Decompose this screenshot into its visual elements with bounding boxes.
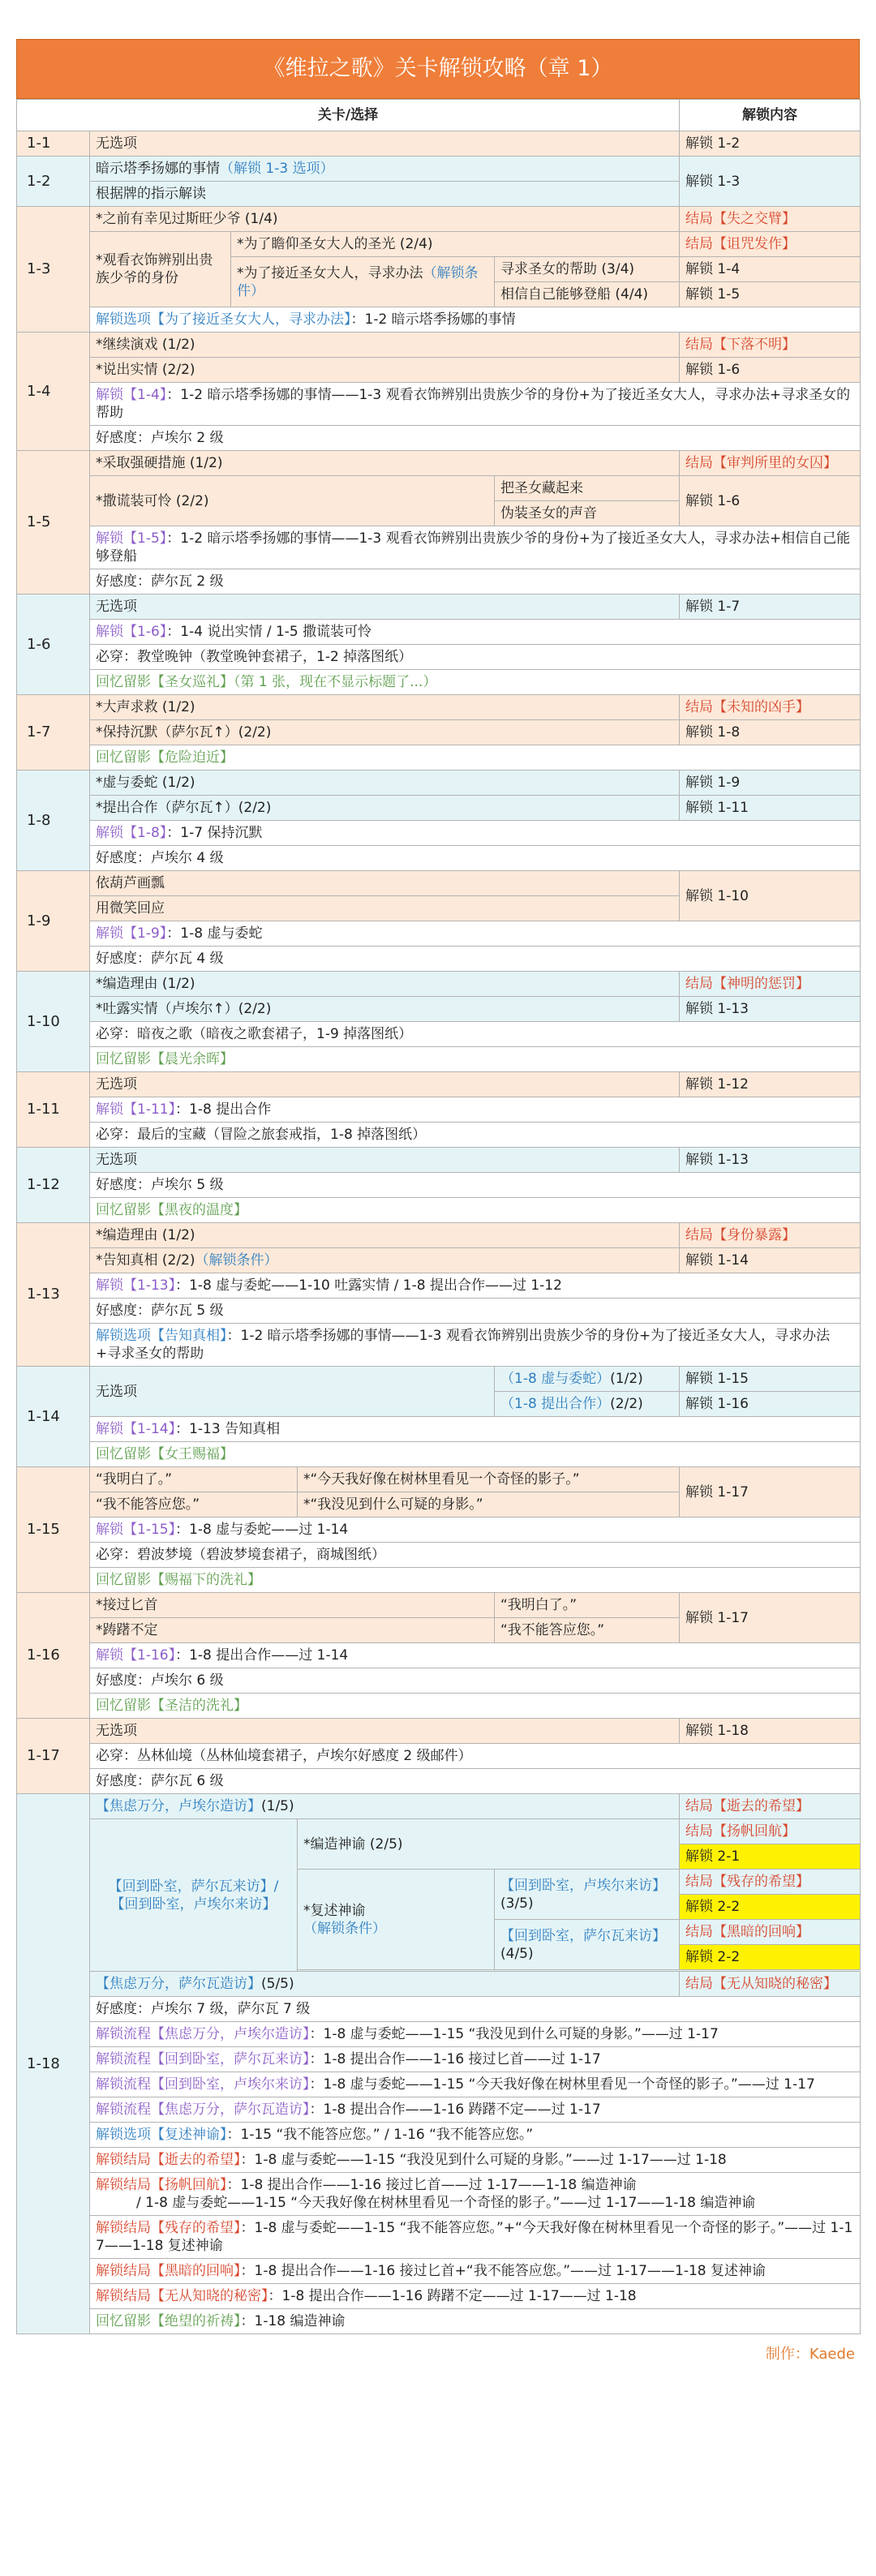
- memory-text: 回忆留影【晨光余晖】: [90, 1047, 861, 1072]
- level-id: 1-12: [17, 1148, 90, 1223]
- favor-text: 好感度：萨尔瓦 4 级: [90, 947, 861, 972]
- unlock-text: 解锁 1-13: [680, 997, 861, 1022]
- option-text: 【回到卧室，卢埃尔来访】(3/5): [495, 1870, 680, 1920]
- option-text: 【焦虑万分，萨尔瓦造访】(5/5): [90, 1972, 680, 1997]
- memory-text: 回忆留影【危险迫近】: [90, 745, 861, 771]
- unlock-text: 解锁 1-9: [680, 771, 861, 796]
- memory-text: 回忆留影【圣女巡礼】（第 1 张，现在不显示标题了...）: [90, 670, 861, 695]
- ending-text: 结局【无从知晓的秘密】: [680, 1972, 861, 1997]
- level-id: 1-11: [17, 1072, 90, 1148]
- note-text: 解锁【1-13】：1-8 虚与委蛇——1-10 吐露实情 / 1-8 提出合作——过 1-12: [90, 1273, 861, 1299]
- option-text: *编造神谕 (2/5): [298, 1819, 680, 1870]
- note-text: 解锁选项【为了接近圣女大人，寻求办法】：1-2 暗示塔季扬娜的事情: [90, 307, 861, 333]
- option-text: *告知真相 (2/2)（解锁条件）: [90, 1248, 680, 1273]
- option-text: 相信自己能够登船 (4/4): [495, 282, 680, 307]
- level-1-14: [17, 1367, 861, 1392]
- option-text: 无选项: [90, 1072, 680, 1097]
- option-text: *观看衣饰辨别出贵族少爷的身份: [90, 232, 231, 307]
- option-text: 无选项: [90, 595, 680, 620]
- note-text: 解锁流程【焦虑万分，萨尔瓦造访】：1-8 提出合作——1-16 踌躇不定——过 1-17: [90, 2097, 861, 2123]
- note-text: 解锁结局【逝去的希望】：1-8 虚与委蛇——1-15 “我没见到什么可疑的身影。”——过 1-17——过 1-18: [90, 2148, 861, 2173]
- note-text: 解锁【1-16】：1-8 提出合作——过 1-14: [90, 1643, 861, 1668]
- note-text: 解锁【1-14】：1-13 告知真相: [90, 1417, 861, 1442]
- option-text: *踌躇不定: [90, 1618, 495, 1643]
- level-1-3: [17, 207, 861, 232]
- level-1-9: [17, 871, 861, 896]
- option-text: *吐露实情（卢埃尔↑）(2/2): [90, 997, 680, 1022]
- note-text: 解锁【1-11】：1-8 提出合作: [90, 1097, 861, 1123]
- option-text: *为了接近圣女大人，寻求办法（解锁条件）: [231, 257, 495, 307]
- unlock-text: 解锁 1-2: [680, 131, 861, 157]
- level-1-15: [17, 1467, 861, 1492]
- unlock-text: 解锁 1-5: [680, 282, 861, 307]
- memory-text: 回忆留影【女王赐福】: [90, 1442, 861, 1467]
- level-1-5: [17, 451, 861, 476]
- must-wear-text: 必穿：碧波梦境（碧波梦境套裙子，商城图纸）: [90, 1543, 861, 1568]
- unlock-text: 解锁 1-17: [680, 1467, 861, 1518]
- ending-text: 结局【神明的惩罚】: [680, 972, 861, 997]
- ending-text: 结局【下落不明】: [680, 333, 861, 358]
- note-text: 解锁【1-6】：1-4 说出实情 / 1-5 撒谎装可怜: [90, 620, 861, 645]
- note-text: 解锁【1-4】：1-2 暗示塔季扬娜的事情——1-3 观看衣饰辨别出贵族少爷的身份+为了接近圣女大人，寻求办法+寻求圣女的帮助: [90, 383, 861, 426]
- option-text: *编造理由 (1/2): [90, 1223, 680, 1248]
- note-text: 解锁【1-9】：1-8 虚与委蛇: [90, 921, 861, 947]
- col-unlock-header: 解锁内容: [680, 100, 861, 131]
- level-id: 1-17: [17, 1719, 90, 1794]
- memory-text: 回忆留影【圣洁的洗礼】: [90, 1694, 861, 1719]
- option-text: 无选项: [90, 1367, 495, 1417]
- header-row: [17, 100, 861, 131]
- memory-text: 回忆留影【黑夜的温度】: [90, 1198, 861, 1223]
- note-text: 解锁选项【告知真相】：1-2 暗示塔季扬娜的事情——1-3 观看衣饰辨别出贵族少爷的身份+为了接近圣女大人，寻求办法+寻求圣女的帮助: [90, 1324, 861, 1367]
- level-id: 1-10: [17, 972, 90, 1072]
- level-id: 1-1: [17, 131, 90, 157]
- favor-text: 好感度：卢埃尔 4 级: [90, 846, 861, 871]
- level-id: 1-16: [17, 1593, 90, 1719]
- level-1-8: [17, 771, 861, 796]
- option-text: 【焦虑万分，卢埃尔造访】(1/5): [90, 1794, 680, 1819]
- favor-text: 好感度：卢埃尔 7 级，萨尔瓦 7 级: [90, 1997, 861, 2022]
- option-text: *复述神谕 （解锁条件）: [298, 1870, 495, 1970]
- option-text: 无选项: [90, 1719, 680, 1744]
- note-text: 解锁【1-8】：1-7 保持沉默: [90, 821, 861, 846]
- favor-text: 好感度：卢埃尔 6 级: [90, 1668, 861, 1694]
- option-text: （1-8 提出合作）(2/2): [495, 1392, 680, 1417]
- level-1-16: [17, 1593, 861, 1618]
- level-1-10: [17, 972, 861, 997]
- guide-table: [16, 99, 861, 2334]
- level-1-11: [17, 1072, 861, 1097]
- unlock-text: 解锁 1-16: [680, 1392, 861, 1417]
- must-wear-text: 必穿：最后的宝藏（冒险之旅套戒指，1-8 掉落图纸）: [90, 1123, 861, 1148]
- ending-text: 结局【扬帆回航】: [680, 1819, 861, 1844]
- level-id: 1-15: [17, 1467, 90, 1593]
- unlock-text: 解锁 1-3: [680, 157, 861, 207]
- level-1-18: [17, 1794, 861, 1819]
- favor-text: 好感度：萨尔瓦 6 级: [90, 1769, 861, 1794]
- unlock-text: 解锁 1-14: [680, 1248, 861, 1273]
- unlock-text: 解锁 1-13: [680, 1148, 861, 1173]
- unlock-text: 解锁 1-18: [680, 1719, 861, 1744]
- option-text: *“今天我好像在树林里看见一个奇怪的影子。”: [298, 1467, 680, 1492]
- unlock-text: 解锁 1-4: [680, 257, 861, 282]
- level-id: 1-3: [17, 207, 90, 333]
- ending-text: 结局【残存的希望】: [680, 1870, 861, 1895]
- level-id: 1-18: [17, 1794, 90, 2334]
- option-text: *为了瞻仰圣女大人的圣光 (2/4): [231, 232, 680, 257]
- ending-text: 结局【诅咒发作】: [680, 232, 861, 257]
- option-text: *说出实情 (2/2): [90, 358, 680, 383]
- option-text: 暗示塔季扬娜的事情（解锁 1-3 选项）: [90, 157, 680, 182]
- note-text: 解锁选项【复述神谕】：1-15 “我不能答应您。” / 1-16 “我不能答应您。”: [90, 2123, 861, 2148]
- note-text: 解锁流程【焦虑万分，卢埃尔造访】：1-8 虚与委蛇——1-15 “我没见到什么可疑的身影。”——过 1-17: [90, 2022, 861, 2047]
- must-wear-text: 必穿：教堂晚钟（教堂晚钟套裙子，1-2 掉落图纸）: [90, 645, 861, 670]
- option-text: *虚与委蛇 (1/2): [90, 771, 680, 796]
- option-text: “我不能答应您。”: [90, 1492, 298, 1518]
- note-text: 解锁【1-5】：1-2 暗示塔季扬娜的事情——1-3 观看衣饰辨别出贵族少爷的身份+为了接近圣女大人，寻求办法+相信自己能够登船: [90, 526, 861, 569]
- favor-text: 好感度：卢埃尔 5 级: [90, 1173, 861, 1198]
- note-text: 解锁结局【残存的希望】：1-8 虚与委蛇——1-15 “我不能答应您。”+“今天我好像在树林里看见一个奇怪的影子。”——过 1-17——1-18 复述神谕: [90, 2216, 861, 2259]
- unlock-text: 解锁 1-12: [680, 1072, 861, 1097]
- option-text: “我明白了。”: [495, 1593, 680, 1618]
- option-text: 用微笑回应: [90, 896, 680, 921]
- option-text: *之前有幸见过斯旺少爷 (1/4): [90, 207, 680, 232]
- option-text: 无选项: [90, 131, 680, 157]
- must-wear-text: 必穿：丛林仙境（丛林仙境套裙子，卢埃尔好感度 2 级邮件）: [90, 1744, 861, 1769]
- ending-text: 结局【黑暗的回响】: [680, 1920, 861, 1945]
- col-level-header: 关卡/选择: [17, 100, 680, 131]
- level-id: 1-4: [17, 333, 90, 451]
- option-text: 根据牌的指示解读: [90, 182, 680, 207]
- page-title: 《维拉之歌》关卡解锁攻略（章 1）: [16, 39, 860, 99]
- option-text: *保持沉默（萨尔瓦↑）(2/2): [90, 720, 680, 745]
- option-text: 把圣女藏起来: [495, 476, 680, 501]
- unlock-text: 解锁 1-11: [680, 796, 861, 821]
- memory-text: 回忆留影【绝望的祈祷】：1-18 编造神谕: [90, 2309, 861, 2334]
- favor-text: 好感度：萨尔瓦 2 级: [90, 569, 861, 595]
- option-text: 无选项: [90, 1148, 680, 1173]
- option-text: *采取强硬措施 (1/2): [90, 451, 680, 476]
- note-text: 解锁结局【扬帆回航】：1-8 提出合作——1-16 接过匕首——过 1-17——1-18 编造神谕 / 1-8 虚与委蛇——1-15 “今天我好像在树林里看见一个奇怪的影子。”——过 1-17——1-18 编造神谕: [90, 2173, 861, 2216]
- level-1-2: [17, 157, 861, 182]
- option-text: *继续演戏 (1/2): [90, 333, 680, 358]
- ending-text: 结局【身份暴露】: [680, 1223, 861, 1248]
- level-id: 1-8: [17, 771, 90, 871]
- option-text: *撒谎装可怜 (2/2): [90, 476, 495, 526]
- unlock-text: 解锁 2-1: [680, 1844, 861, 1870]
- level-id: 1-6: [17, 595, 90, 695]
- ending-text: 结局【未知的凶手】: [680, 695, 861, 720]
- note-text: 解锁【1-15】：1-8 虚与委蛇——过 1-14: [90, 1518, 861, 1543]
- level-id: 1-14: [17, 1367, 90, 1467]
- ending-text: 结局【失之交臂】: [680, 207, 861, 232]
- unlock-text: 解锁 1-10: [680, 871, 861, 921]
- unlock-text: 解锁 2-2: [680, 1895, 861, 1920]
- level-1-4: [17, 333, 861, 358]
- note-text: 解锁流程【回到卧室，卢埃尔来访】：1-8 虚与委蛇——1-15 “今天我好像在树林里看见一个奇怪的影子。”——过 1-17: [90, 2072, 861, 2097]
- level-id: 1-9: [17, 871, 90, 972]
- option-text: *提出合作（萨尔瓦↑）(2/2): [90, 796, 680, 821]
- option-text: “我不能答应您。”: [495, 1618, 680, 1643]
- note-text: 解锁结局【黑暗的回响】：1-8 提出合作——1-16 接过匕首+“我不能答应您。”——过 1-17——1-18 复述神谕: [90, 2259, 861, 2284]
- ending-text: 结局【审判所里的女囚】: [680, 451, 861, 476]
- note-text: 解锁流程【回到卧室，萨尔瓦来访】：1-8 提出合作——1-16 接过匕首——过 1-17: [90, 2047, 861, 2072]
- author-credit: 制作：Kaede: [765, 2346, 855, 2363]
- favor-text: 好感度：萨尔瓦 5 级: [90, 1299, 861, 1324]
- note-text: 解锁结局【无从知晓的秘密】：1-8 提出合作——1-16 踌躇不定——过 1-17——过 1-18: [90, 2284, 861, 2309]
- level-1-17: [17, 1719, 861, 1744]
- level-id: 1-13: [17, 1223, 90, 1367]
- level-1-6: [17, 595, 861, 620]
- option-text: 寻求圣女的帮助 (3/4): [495, 257, 680, 282]
- unlock-text: 解锁 1-8: [680, 720, 861, 745]
- level-id: 1-5: [17, 451, 90, 595]
- unlock-text: 解锁 1-15: [680, 1367, 861, 1392]
- level-1-13: [17, 1223, 861, 1248]
- unlock-text: 解锁 1-6: [680, 476, 861, 526]
- unlock-text: 解锁 1-6: [680, 358, 861, 383]
- unlock-text: 解锁 1-7: [680, 595, 861, 620]
- level-1-1: [17, 131, 861, 157]
- option-text: 【回到卧室，萨尔瓦来访】/【回到卧室，卢埃尔来访】: [90, 1819, 298, 1972]
- unlock-text: 解锁 2-2: [680, 1945, 861, 1970]
- level-1-7: [17, 695, 861, 720]
- option-text: *接过匕首: [90, 1593, 495, 1618]
- ending-text: 结局【逝去的希望】: [680, 1794, 861, 1819]
- level-id: 1-7: [17, 695, 90, 771]
- option-text: 【回到卧室，萨尔瓦来访】(4/5): [495, 1920, 680, 1970]
- option-text: （1-8 虚与委蛇）(1/2): [495, 1367, 680, 1392]
- option-text: 依葫芦画瓢: [90, 871, 680, 896]
- level-id: 1-2: [17, 157, 90, 207]
- option-text: *大声求救 (1/2): [90, 695, 680, 720]
- option-text: *编造理由 (1/2): [90, 972, 680, 997]
- option-text: *“我没见到什么可疑的身影。”: [298, 1492, 680, 1518]
- option-text: “我明白了。”: [90, 1467, 298, 1492]
- level-1-12: [17, 1148, 861, 1173]
- favor-text: 好感度：卢埃尔 2 级: [90, 426, 861, 451]
- must-wear-text: 必穿：暗夜之歌（暗夜之歌套裙子，1-9 掉落图纸）: [90, 1022, 861, 1047]
- unlock-text: 解锁 1-17: [680, 1593, 861, 1643]
- memory-text: 回忆留影【赐福下的洗礼】: [90, 1568, 861, 1593]
- option-text: 伪装圣女的声音: [495, 501, 680, 526]
